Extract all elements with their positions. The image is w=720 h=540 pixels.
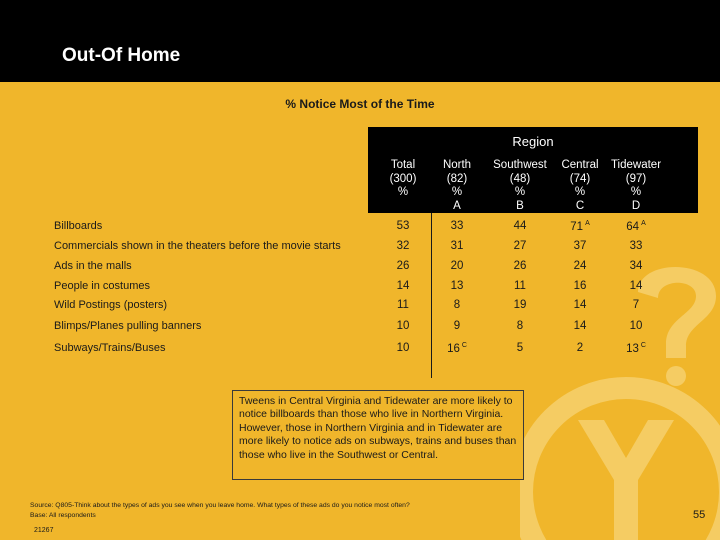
column-header-name: Central bbox=[561, 159, 599, 171]
table-cell bbox=[616, 342, 656, 355]
table-cell bbox=[500, 342, 540, 354]
table-cell bbox=[560, 220, 600, 233]
column-header-pct: % bbox=[451, 186, 463, 198]
row-label: Commercials shown in the theaters before the movie starts bbox=[54, 240, 341, 252]
cell-value: 71 bbox=[570, 220, 584, 233]
column-header-letter: C bbox=[575, 199, 585, 212]
cell-value: 24 bbox=[573, 260, 587, 272]
table-cell bbox=[616, 220, 656, 233]
cell-value: 14 bbox=[629, 280, 643, 292]
table-cell bbox=[437, 342, 477, 355]
table-cell bbox=[560, 320, 600, 332]
job-code: 21267 bbox=[34, 527, 54, 534]
row-label: Subways/Trains/Buses bbox=[54, 342, 166, 354]
page-title: Out-Of Home bbox=[62, 45, 181, 66]
table-cell bbox=[616, 299, 656, 311]
column-header-name: Tidewater bbox=[610, 159, 662, 171]
cell-value: 10 bbox=[396, 342, 410, 354]
table-cell bbox=[437, 220, 477, 232]
cell-value: 10 bbox=[396, 320, 410, 332]
table-cell bbox=[383, 280, 423, 292]
column-header-base: (82) bbox=[446, 172, 468, 185]
cell-value: 14 bbox=[573, 299, 587, 311]
significance-marker: C bbox=[461, 342, 467, 349]
cell-value: 32 bbox=[396, 240, 410, 252]
cell-value: 33 bbox=[450, 220, 464, 232]
table-cell bbox=[560, 260, 600, 272]
table-cell bbox=[437, 240, 477, 252]
table-cell bbox=[560, 280, 600, 292]
column-header-pct: % bbox=[574, 186, 586, 198]
cell-value: 5 bbox=[516, 342, 524, 354]
cell-value: 19 bbox=[513, 299, 527, 311]
cell-value: 10 bbox=[629, 320, 643, 332]
column-header-southwest bbox=[484, 159, 556, 213]
table-cell bbox=[383, 299, 423, 311]
column-header-letter bbox=[381, 200, 425, 214]
significance-marker: A bbox=[641, 220, 646, 227]
cell-value: 27 bbox=[513, 240, 527, 252]
cell-value: 34 bbox=[629, 260, 643, 272]
cell-value: 26 bbox=[513, 260, 527, 272]
table-cell bbox=[500, 299, 540, 311]
column-header-name: Total bbox=[390, 159, 416, 171]
cell-value: 64 bbox=[626, 220, 640, 233]
cell-value: 33 bbox=[629, 240, 643, 252]
cell-value: 14 bbox=[396, 280, 410, 292]
cell-value: 16 bbox=[573, 280, 587, 292]
page-subtitle: % Notice Most of the Time bbox=[285, 97, 435, 111]
cell-value: 53 bbox=[396, 220, 410, 232]
significance-marker: A bbox=[585, 220, 590, 227]
table-cell bbox=[616, 320, 656, 332]
cell-value: 9 bbox=[453, 320, 461, 332]
table-cell bbox=[383, 342, 423, 354]
cell-value: 20 bbox=[450, 260, 464, 272]
column-header-letter: A bbox=[453, 199, 461, 212]
row-label: Ads in the malls bbox=[54, 260, 132, 272]
table-cell bbox=[500, 260, 540, 272]
cell-value: 31 bbox=[450, 240, 464, 252]
column-header-total bbox=[381, 159, 425, 213]
cell-value: 26 bbox=[396, 260, 410, 272]
table-cell bbox=[616, 260, 656, 272]
page-number: 55 bbox=[693, 509, 706, 521]
table-cell bbox=[616, 280, 656, 292]
table-cell bbox=[437, 280, 477, 292]
header-band bbox=[0, 0, 720, 82]
table-cell bbox=[437, 260, 477, 272]
source-base: Base: All respondents bbox=[30, 512, 96, 519]
cell-value: 13 bbox=[450, 280, 464, 292]
callout-box: Tweens in Central Virginia and Tidewater are more likely to notice billboards than those who live in Northern Virginia. However, those in Northern Virginia and in Tidewater are more likely to notice ads on subways, trains and buses than those who live in the Southwest or Central. bbox=[232, 390, 524, 480]
table-cell bbox=[560, 240, 600, 252]
column-header-base: (97) bbox=[625, 172, 647, 185]
table-cell bbox=[500, 280, 540, 292]
table-cell bbox=[500, 320, 540, 332]
column-divider bbox=[431, 213, 432, 378]
column-header-base: (74) bbox=[569, 172, 591, 185]
table-cell bbox=[383, 260, 423, 272]
table-cell bbox=[560, 342, 600, 354]
significance-marker: C bbox=[640, 342, 646, 349]
column-header-pct: % bbox=[514, 186, 526, 198]
table-cell bbox=[383, 240, 423, 252]
cell-value: 8 bbox=[453, 299, 461, 311]
table-cell bbox=[437, 320, 477, 332]
cell-value: 2 bbox=[576, 342, 584, 354]
row-label: People in costumes bbox=[54, 280, 150, 292]
cell-value: 7 bbox=[632, 299, 640, 311]
row-label: Billboards bbox=[54, 220, 103, 232]
cell-value: 37 bbox=[573, 240, 587, 252]
table-cell bbox=[616, 240, 656, 252]
cell-value: 11 bbox=[514, 280, 526, 292]
table-cell bbox=[500, 240, 540, 252]
table-cell bbox=[383, 220, 423, 232]
cell-value: 14 bbox=[573, 320, 587, 332]
row-label: Wild Postings (posters) bbox=[54, 299, 168, 311]
cell-value: 44 bbox=[513, 220, 527, 232]
cell-value: 8 bbox=[516, 320, 524, 332]
column-header-base: (300) bbox=[389, 172, 417, 185]
column-header-name: Southwest bbox=[493, 159, 547, 171]
column-header-letter: D bbox=[631, 199, 641, 212]
table-cell bbox=[560, 299, 600, 311]
table-cell bbox=[383, 320, 423, 332]
column-header-pct: % bbox=[630, 186, 642, 198]
source-note bbox=[30, 501, 630, 521]
column-header-tidewater bbox=[604, 159, 668, 213]
region-title: Region bbox=[512, 134, 554, 149]
source-question: Source: Q805-Think about the types of ads you see when you leave home. What types of these ads do you notice most often? bbox=[30, 502, 410, 509]
table-cell bbox=[500, 220, 540, 232]
cell-value: 13 bbox=[626, 342, 639, 355]
column-header-pct: % bbox=[397, 186, 409, 198]
column-header-letter: B bbox=[516, 199, 524, 212]
row-label: Blimps/Planes pulling banners bbox=[54, 320, 202, 332]
column-header-base: (48) bbox=[509, 172, 531, 185]
column-header-north bbox=[435, 159, 479, 213]
table-cell bbox=[437, 299, 477, 311]
cell-value: 11 bbox=[397, 299, 409, 311]
column-header-name: North bbox=[442, 159, 472, 171]
column-header-central bbox=[552, 159, 608, 213]
cell-value: 16 bbox=[447, 342, 460, 355]
